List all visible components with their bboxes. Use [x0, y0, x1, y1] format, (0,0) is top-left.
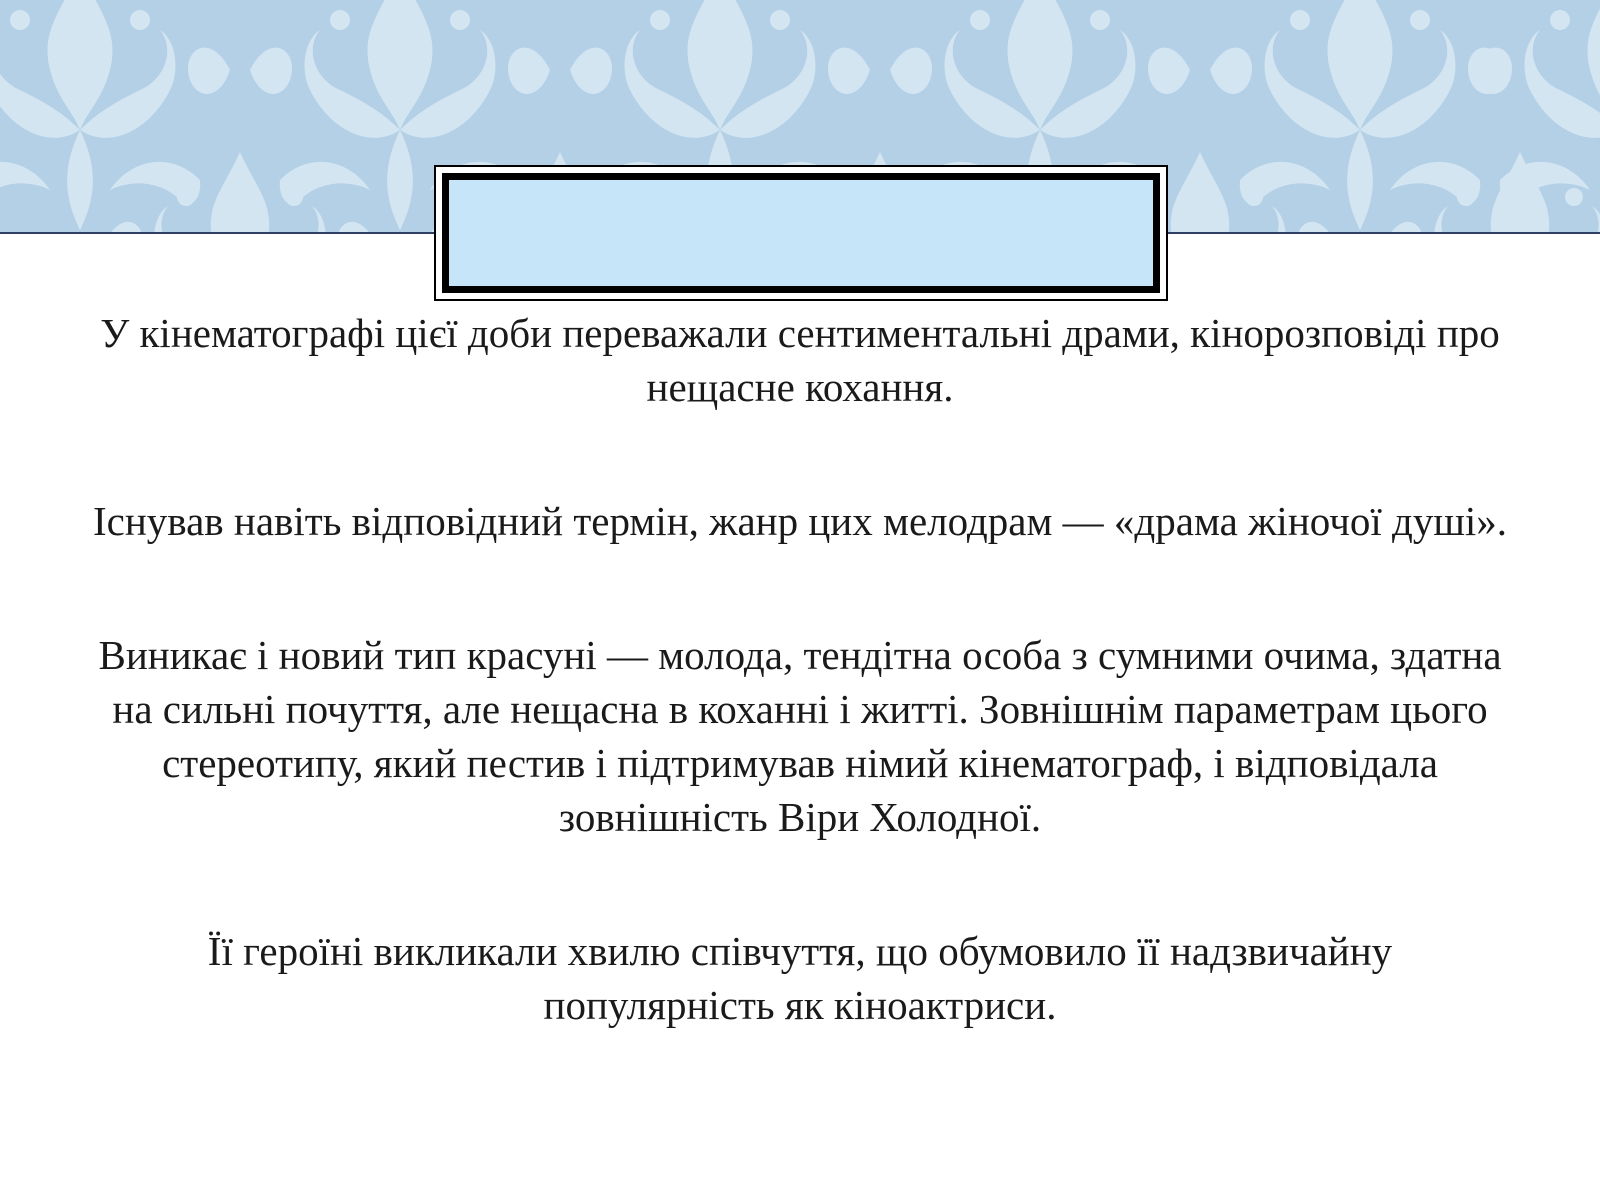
title-box	[434, 165, 1168, 301]
paragraph-4: Її героїні викликали хвилю співчуття, що обумовило її надзвичайну популярність як кіноактриси.	[207, 928, 1393, 1028]
slide-body	[90, 306, 1510, 1032]
paragraph-2: Існував навіть відповідний термін, жанр цих мелодрам — «драма жіночої душі».	[92, 498, 1508, 544]
paragraph-1: У кінематографі цієї доби переважали сентиментальні драми, кінорозповіді про нещасне кохання.	[100, 310, 1500, 410]
title-box-inner	[442, 173, 1160, 293]
paragraph-3: Виникає і новий тип красуні — молода, тендітна особа з сумними очима, здатна на сильні почуття, але нещасна в коханні і житті. Зовнішнім параметрам цього стереотипу, який пестив і підтримував німий кінематограф, і відповідала зовнішність Віри Холодної.	[98, 632, 1502, 840]
